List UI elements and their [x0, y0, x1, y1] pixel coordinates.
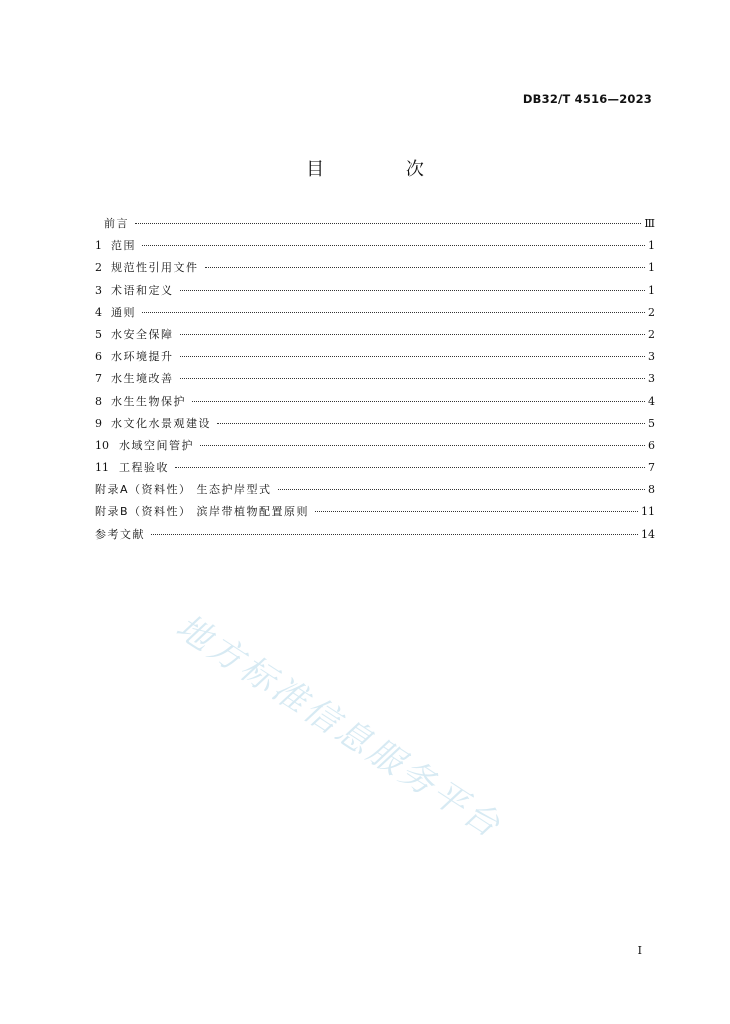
toc-leader-dots: [180, 290, 646, 291]
toc-entry-page: 1: [648, 239, 655, 253]
toc-entry-page: 14: [641, 527, 655, 541]
toc-entry-page: 1: [648, 283, 655, 297]
toc-entry-water-security[interactable]: [95, 324, 655, 346]
toc-entry-page: 3: [648, 372, 655, 386]
toc-entry-acceptance[interactable]: [95, 457, 655, 479]
toc-entry-page: 3: [648, 350, 655, 364]
toc-entry-page: Ⅲ: [644, 217, 655, 230]
toc-leader-dots: [135, 223, 641, 224]
toc-leader-dots: [205, 267, 646, 268]
toc-entry-label: 术语和定义: [111, 283, 174, 297]
toc-leader-dots: [151, 534, 638, 535]
toc-entry-water-culture[interactable]: [95, 413, 655, 435]
toc-leader-dots: [142, 312, 645, 313]
toc-leader-dots: [315, 511, 638, 512]
watermark: 地方标准信息服务平台: [168, 606, 510, 848]
toc-entry-page: 8: [648, 483, 655, 497]
toc-entry-appendix-b[interactable]: [95, 501, 655, 523]
toc-entry-number: 4: [95, 305, 102, 319]
toc-entry-page: 6: [648, 438, 655, 452]
toc-entry-number: 1: [95, 239, 102, 253]
toc-entry-page: 4: [648, 394, 655, 408]
toc-entry-references[interactable]: [95, 524, 655, 546]
toc-entry-general[interactable]: [95, 302, 655, 324]
toc-entry-number: 3: [95, 283, 102, 297]
toc-entry-water-habitat[interactable]: [95, 368, 655, 390]
toc-entry-number: 9: [95, 416, 102, 430]
toc-entry-label: 附录A（资料性） 生态护岸型式: [95, 483, 272, 497]
toc-entry-page: 11: [641, 505, 655, 519]
toc-entry-water-space[interactable]: [95, 435, 655, 457]
page-number: I: [637, 944, 642, 957]
toc-entry-number: 8: [95, 394, 102, 408]
toc-leader-dots: [192, 401, 645, 402]
toc-leader-dots: [180, 378, 646, 379]
table-of-contents: [95, 213, 655, 546]
toc-entry-label: 范围: [111, 239, 136, 253]
toc-entry-label: 水生境改善: [111, 372, 174, 386]
toc-entry-label: 前言: [104, 217, 129, 230]
toc-entry-label: 水域空间管护: [119, 438, 194, 452]
toc-entry-number: 7: [95, 372, 102, 386]
toc-entry-label: 水文化水景观建设: [111, 416, 211, 430]
toc-entry-label: 工程验收: [119, 461, 169, 475]
toc-entry-label: 水生生物保护: [111, 394, 186, 408]
toc-leader-dots: [180, 356, 646, 357]
toc-leader-dots: [180, 334, 646, 335]
toc-entry-scope[interactable]: [95, 235, 655, 257]
toc-entry-number: 6: [95, 350, 102, 364]
toc-entry-page: 5: [648, 416, 655, 430]
toc-entry-label: 规范性引用文件: [111, 261, 199, 275]
toc-title: 目 次: [306, 159, 462, 180]
toc-entry-number: 2: [95, 261, 102, 275]
toc-entry-appendix-a[interactable]: [95, 479, 655, 501]
toc-entry-foreword[interactable]: [95, 213, 655, 235]
toc-entry-page: 2: [648, 305, 655, 319]
toc-entry-label: 附录B（资料性） 滨岸带植物配置原则: [95, 505, 310, 519]
toc-entry-number: 5: [95, 327, 102, 341]
toc-entry-number: 10: [95, 438, 109, 452]
toc-entry-page: 1: [648, 261, 655, 275]
document-code: DB32/T 4516—2023: [522, 92, 652, 106]
toc-entry-label: 水安全保障: [111, 327, 174, 341]
toc-leader-dots: [175, 467, 645, 468]
toc-leader-dots: [200, 445, 645, 446]
toc-entry-label: 参考文献: [95, 527, 145, 541]
toc-entry-aquatic-life[interactable]: [95, 391, 655, 413]
toc-leader-dots: [142, 245, 645, 246]
toc-entry-label: 通则: [111, 305, 136, 319]
toc-entry-number: 11: [95, 461, 109, 475]
toc-entry-page: 2: [648, 327, 655, 341]
toc-entry-label: 水环境提升: [111, 350, 174, 364]
toc-leader-dots: [278, 489, 645, 490]
toc-entry-page: 7: [648, 461, 655, 475]
toc-leader-dots: [217, 423, 645, 424]
toc-entry-terms-definitions[interactable]: [95, 280, 655, 302]
toc-entry-normative-references[interactable]: [95, 257, 655, 279]
toc-entry-water-environment[interactable]: [95, 346, 655, 368]
